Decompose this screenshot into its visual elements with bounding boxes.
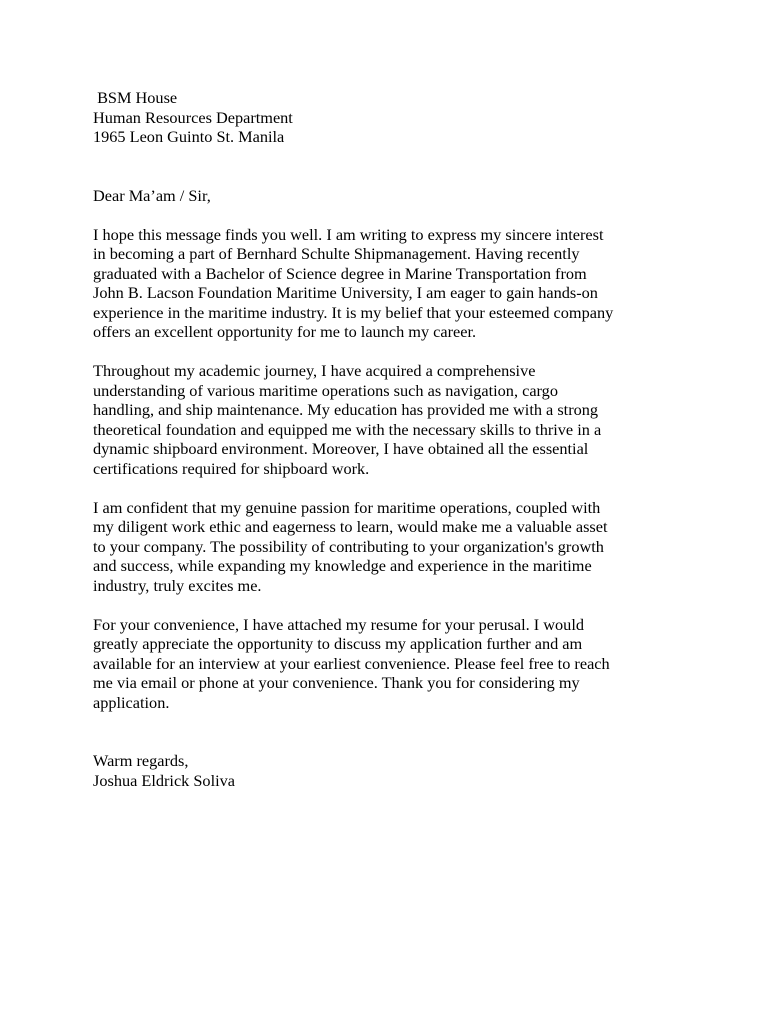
paragraph-line: I am confident that my genuine passion for maritime operations, coupled with bbox=[93, 497, 601, 517]
paragraph-line: greatly appreciate the opportunity to discuss my application further and am bbox=[93, 634, 583, 653]
address-line: BSM House bbox=[93, 88, 178, 107]
paragraph-line: For your convenience, I have attached my resume for your perusal. I would bbox=[93, 614, 584, 634]
paragraph-2 bbox=[93, 361, 693, 478]
recipient-address bbox=[93, 88, 693, 147]
paragraph-4 bbox=[93, 615, 693, 713]
salutation bbox=[93, 186, 693, 206]
paragraph-line: application. bbox=[93, 692, 170, 712]
paragraph-line: industry, truly excites me. bbox=[93, 575, 262, 595]
paragraph-line: certifications required for shipboard work. bbox=[93, 458, 370, 478]
paragraph-line: offers an excellent opportunity for me to launch my career. bbox=[93, 322, 477, 341]
closing-block bbox=[93, 751, 693, 790]
paragraph-line: John B. Lacson Foundation Maritime University, I am eager to gain hands-on bbox=[93, 283, 598, 302]
paragraph-line: me via email or phone at your convenience. Thank you for considering my bbox=[93, 673, 580, 692]
paragraph-line: experience in the maritime industry. It is my belief that your esteemed company bbox=[93, 302, 614, 322]
address-line: Human Resources Department bbox=[93, 107, 293, 127]
paragraph-line: understanding of various maritime operations such as navigation, cargo bbox=[93, 380, 558, 400]
paragraph-line: I hope this message finds you well. I am writing to express my sincere interest bbox=[93, 224, 604, 244]
paragraph-line: available for an interview at your earliest convenience. Please feel free to reach bbox=[93, 653, 610, 673]
paragraph-line: Throughout my academic journey, I have acquired a comprehensive bbox=[93, 361, 536, 380]
address-line: 1965 Leon Guinto St. Manila bbox=[93, 127, 285, 146]
paragraph-1 bbox=[93, 225, 693, 342]
paragraph-line: theoretical foundation and equipped me with the necessary skills to thrive in a bbox=[93, 419, 602, 439]
paragraph-line: handling, and ship maintenance. My education has provided me with a strong bbox=[93, 400, 599, 419]
paragraph-line: to your company. The possibility of contributing to your organization's growth bbox=[93, 536, 604, 556]
paragraph-line: and success, while expanding my knowledge and experience in the maritime bbox=[93, 556, 592, 575]
paragraph-line: my diligent work ethic and eagerness to learn, would make me a valuable asset bbox=[93, 517, 608, 536]
closing-text: Warm regards, bbox=[93, 751, 189, 770]
salutation-text: Dear Ma’am / Sir, bbox=[93, 185, 211, 205]
paragraph-line: graduated with a Bachelor of Science degree in Marine Transportation from bbox=[93, 263, 587, 283]
signature-name: Joshua Eldrick Soliva bbox=[93, 770, 235, 790]
paragraph-line: dynamic shipboard environment. Moreover, I have obtained all the essential bbox=[93, 439, 589, 458]
paragraph-3 bbox=[93, 498, 693, 596]
letter-body bbox=[93, 88, 693, 790]
paragraph-line: in becoming a part of Bernhard Schulte Shipmanagement. Having recently bbox=[93, 244, 580, 263]
